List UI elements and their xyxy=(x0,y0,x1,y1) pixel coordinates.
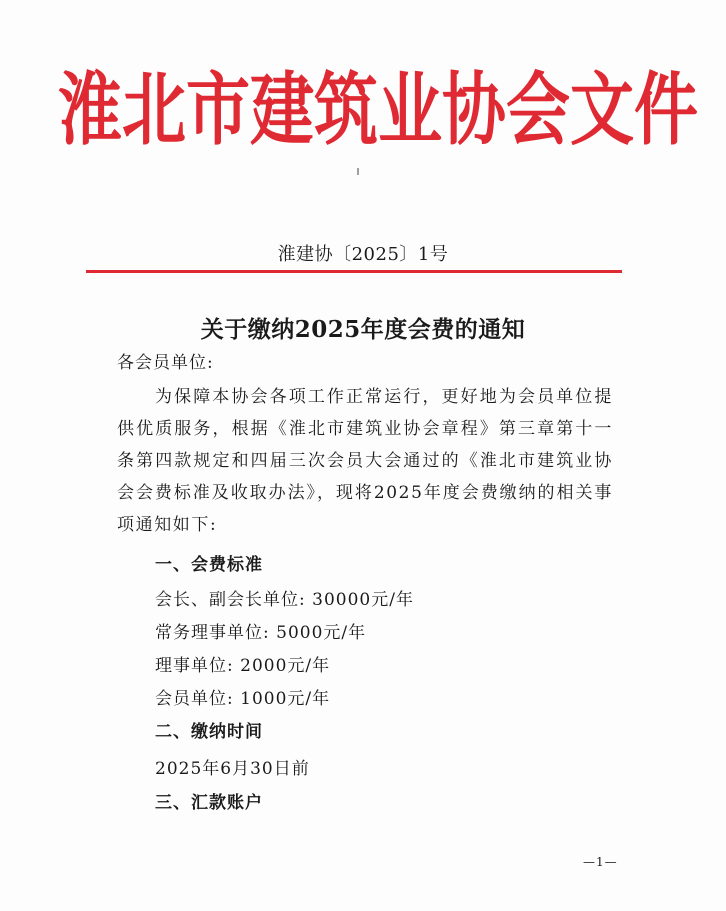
scan-speck xyxy=(357,168,359,175)
fee-item-executive-director: 常务理事单位: 5000元/年 xyxy=(155,623,367,643)
red-divider-line xyxy=(86,270,622,273)
org-red-header: 淮北市建筑业协会文件 xyxy=(58,64,698,157)
fee-item-president: 会长、副会长单位: 30000元/年 xyxy=(155,590,414,610)
payment-deadline: 2025年6月30日前 xyxy=(155,759,310,779)
fee-item-member: 会员单位: 1000元/年 xyxy=(155,689,331,709)
section-heading-payment-time: 二、缴纳时间 xyxy=(155,722,263,742)
section-heading-bank-account: 三、汇款账户 xyxy=(155,793,263,813)
notice-title: 关于缴纳2025年度会费的通知 xyxy=(200,316,526,343)
section-heading-fee-standard: 一、会费标准 xyxy=(155,555,263,575)
intro-paragraph: 为保障本协会各项工作正常运行，更好地为会员单位提供优质服务，根据《淮北市建筑业协会章程》第三章第十一条第四款规定和四届三次会员大会通过的《淮北市建筑业协会会费标准及收取办法》，现将2025年度会费缴纳的相关事项通知如下: xyxy=(117,387,613,535)
document-number: 淮建协〔2025〕1号 xyxy=(277,244,449,265)
fee-item-director: 理事单位: 2000元/年 xyxy=(155,656,331,676)
page-number: —1— xyxy=(583,855,618,869)
salutation: 各会员单位: xyxy=(117,353,214,373)
